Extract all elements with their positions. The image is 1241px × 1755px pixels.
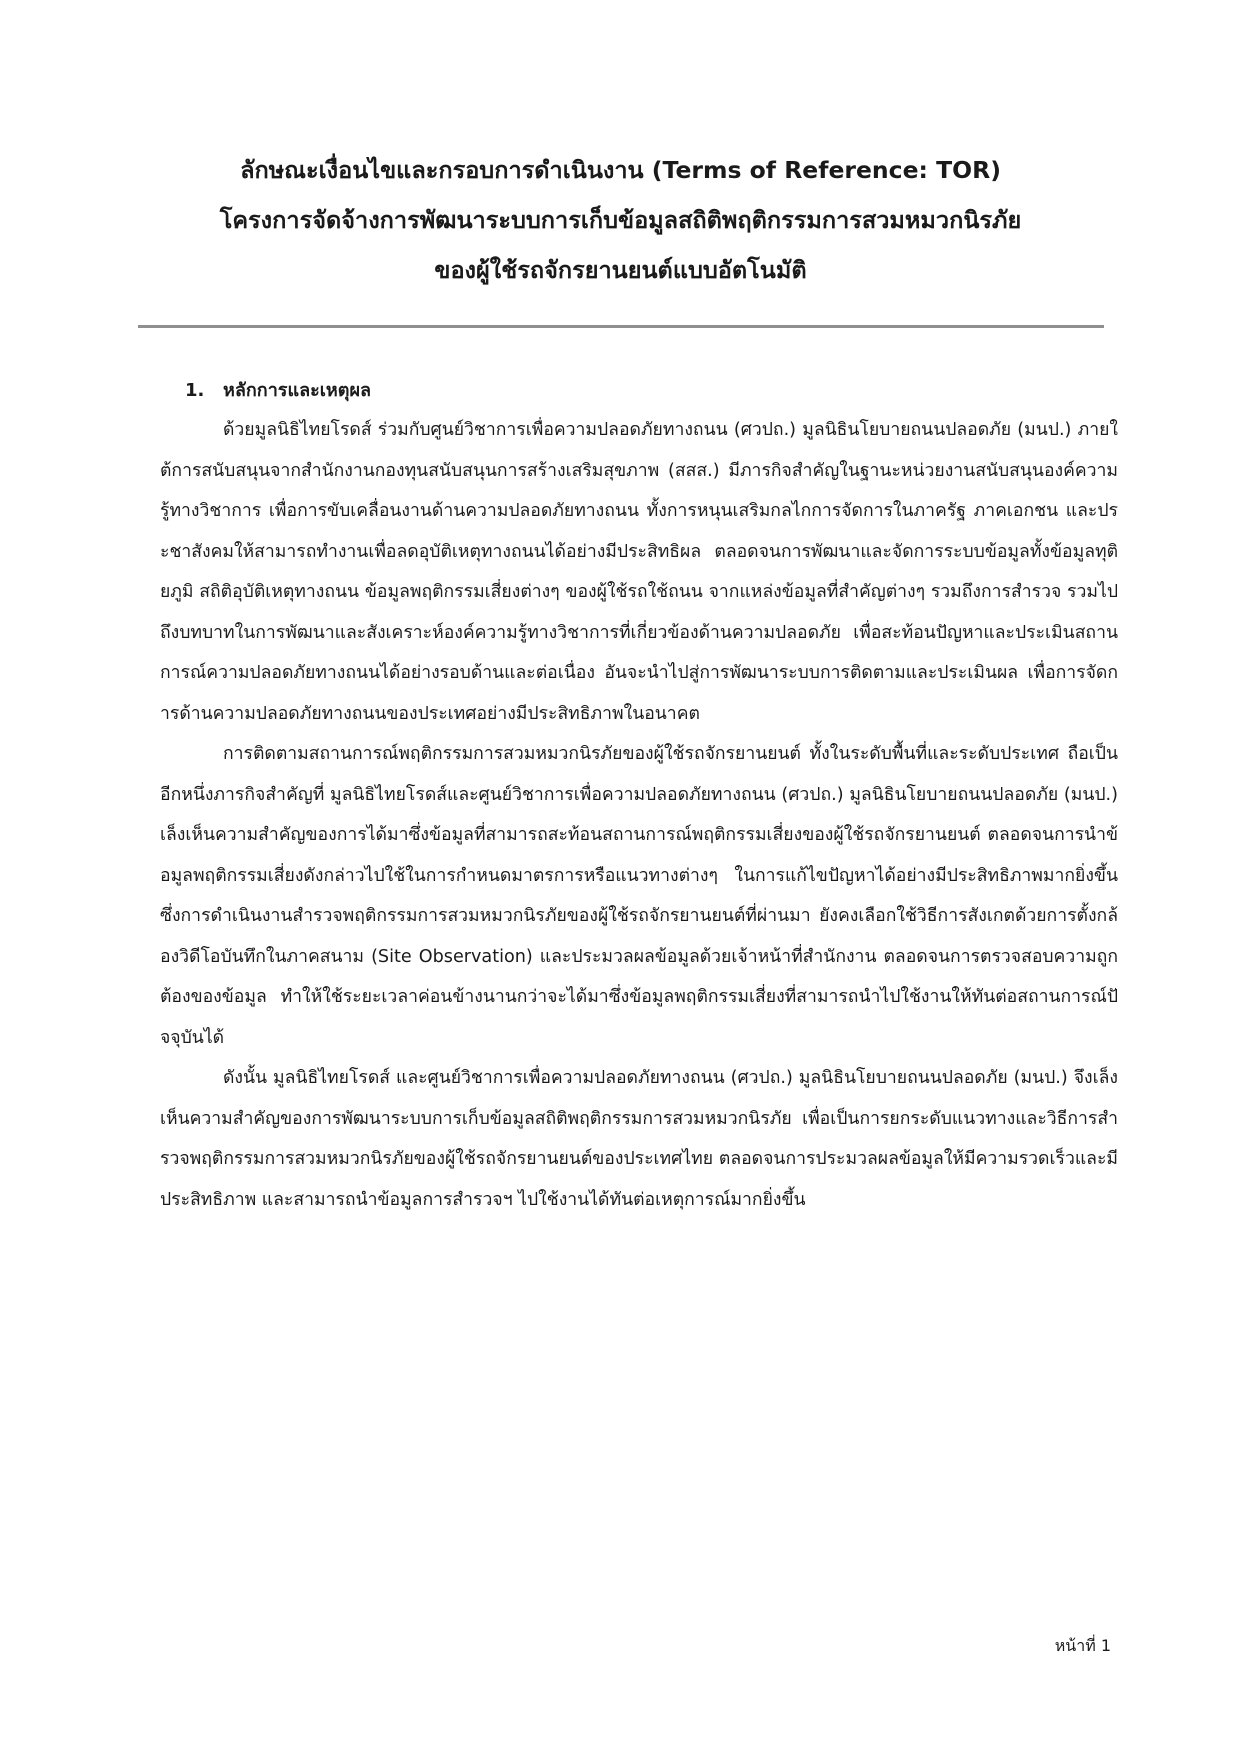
title-line-1: ลักษณะเงื่อนไขและกรอบการดำเนินงาน (Terms of Reference: TOR) — [240, 156, 1001, 184]
paragraph: ดังนั้น มูลนิธิไทยโรดส์ และศูนย์วิชาการเพื่อความปลอดภัยทางถนน (ศวปถ.) มูลนิธินโยบายถนนปลอดภัย (มนป.) จึงเล็งเห็นความสำคัญของการพัฒนาระบบการเก็บข้อมูลสถิติพฤติกรรมการสวมหมวกนิรภัย เพื่อเป็นการยกระดับแนวทางและวิธีการสำรวจพฤติกรรมการสวมหมวกนิรภัยของผู้ใช้รถจักรยานยนต์ของประเทศไทย ตลอดจนการประมวลผลข้อมูลให้มีความรวดเร็วและมีประสิทธิภาพ และสามารถนำข้อมูลการสำรวจฯ ไปใช้งานได้ทันต่อเหตุการณ์มากยิ่งขึ้น — [160, 1068, 1118, 1210]
title-line-3: ของผู้ใช้รถจักรยานยนต์แบบอัตโนมัติ — [434, 256, 807, 284]
section-title: หลักการและเหตุผล — [223, 380, 372, 401]
section-number: 1. — [185, 380, 205, 401]
section-heading — [185, 378, 371, 404]
title-line-2: โครงการจัดจ้างการพัฒนาระบบการเก็บข้อมูลสถิติพฤติกรรมการสวมหมวกนิรภัย — [219, 206, 1022, 234]
page-number: หน้าที่ 1 — [1054, 1636, 1111, 1655]
paragraph: การติดตามสถานการณ์พฤติกรรมการสวมหมวกนิรภัยของผู้ใช้รถจักรยานยนต์ ทั้งในระดับพื้นที่และระดับประเทศ ถือเป็นอีกหนึ่งภารกิจสำคัญที่ มูลนิธิไทยโรดส์และศูนย์วิชาการเพื่อความปลอดภัยทางถนน (ศวปถ.) มูลนิธินโยบายถนนปลอดภัย (มนป.) เล็งเห็นความสำคัญของการได้มาซึ่งข้อมูลที่สามารถสะท้อนสถานการณ์พฤติกรรมเสี่ยงของผู้ใช้รถจักรยานยนต์ ตลอดจนการนำข้อมูลพฤติกรรมเสี่ยงดังกล่าวไปใช้ในการกำหนดมาตรการหรือแนวทางต่างๆ ในการแก้ไขปัญหาได้อย่างมีประสิทธิภาพมากยิ่งขึ้น ซึ่งการดำเนินงานสำรวจพฤติกรรมการสวมหมวกนิรภัยของผู้ใช้รถจักรยานยนต์ที่ผ่านมา ยังคงเลือกใช้วิธีการสังเกตด้วยการตั้งกล้องวิดีโอบันทึกในภาคสนาม (Site Observation) และประมวลผลข้อมูลด้วยเจ้าหน้าที่สำนักงาน ตลอดจนการตรวจสอบความถูกต้องของข้อมูล ทำให้ใช้ระยะเวลาค่อนข้างนานกว่าจะได้มาซึ่งข้อมูลพฤติกรรมเสี่ยงที่สามารถนำไปใช้งานให้ทันต่อสถานการณ์ปัจจุบันได้ — [160, 744, 1118, 1048]
paragraph: ด้วยมูลนิธิไทยโรดส์ ร่วมกับศูนย์วิชาการเพื่อความปลอดภัยทางถนน (ศวปถ.) มูลนิธินโยบายถนนปลอดภัย (มนป.) ภายใต้การสนับสนุนจากสำนักงานกองทุนสนับสนุนการสร้างเสริมสุขภาพ (สสส.) มีภารกิจสำคัญในฐานะหน่วยงานสนับสนุนองค์ความรู้ทางวิชาการ เพื่อการขับเคลื่อนงานด้านความปลอดภัยทางถนน ทั้งการหนุนเสริมกลไกการจัดการในภาครัฐ ภาคเอกชน และประชาสังคมให้สามารถทำงานเพื่อลดอุบัติเหตุทางถนนได้อย่างมีประสิทธิผล ตลอดจนการพัฒนาและจัดการระบบข้อมูลทั้งข้อมูลทุติยภูมิ สถิติอุบัติเหตุทางถนน ข้อมูลพฤติกรรมเสี่ยงต่างๆ ของผู้ใช้รถใช้ถนน จากแหล่งข้อมูลที่สำคัญต่างๆ รวมถึงการสำรวจ รวมไปถึงบทบาทในการพัฒนาและสังเคราะห์องค์ความรู้ทางวิชาการที่เกี่ยวข้องด้านความปลอดภัย เพื่อสะท้อนปัญหาและประเมินสถานการณ์ความปลอดภัยทางถนนได้อย่างรอบด้านและต่อเนื่อง อันจะนำไปสู่การพัฒนาระบบการติดตามและประเมินผล เพื่อการจัดการด้านความปลอดภัยทางถนนของประเทศอย่างมีประสิทธิภาพในอนาคต — [160, 420, 1118, 724]
section-body — [160, 410, 1118, 1220]
document-title — [130, 145, 1111, 295]
title-divider — [138, 325, 1104, 328]
